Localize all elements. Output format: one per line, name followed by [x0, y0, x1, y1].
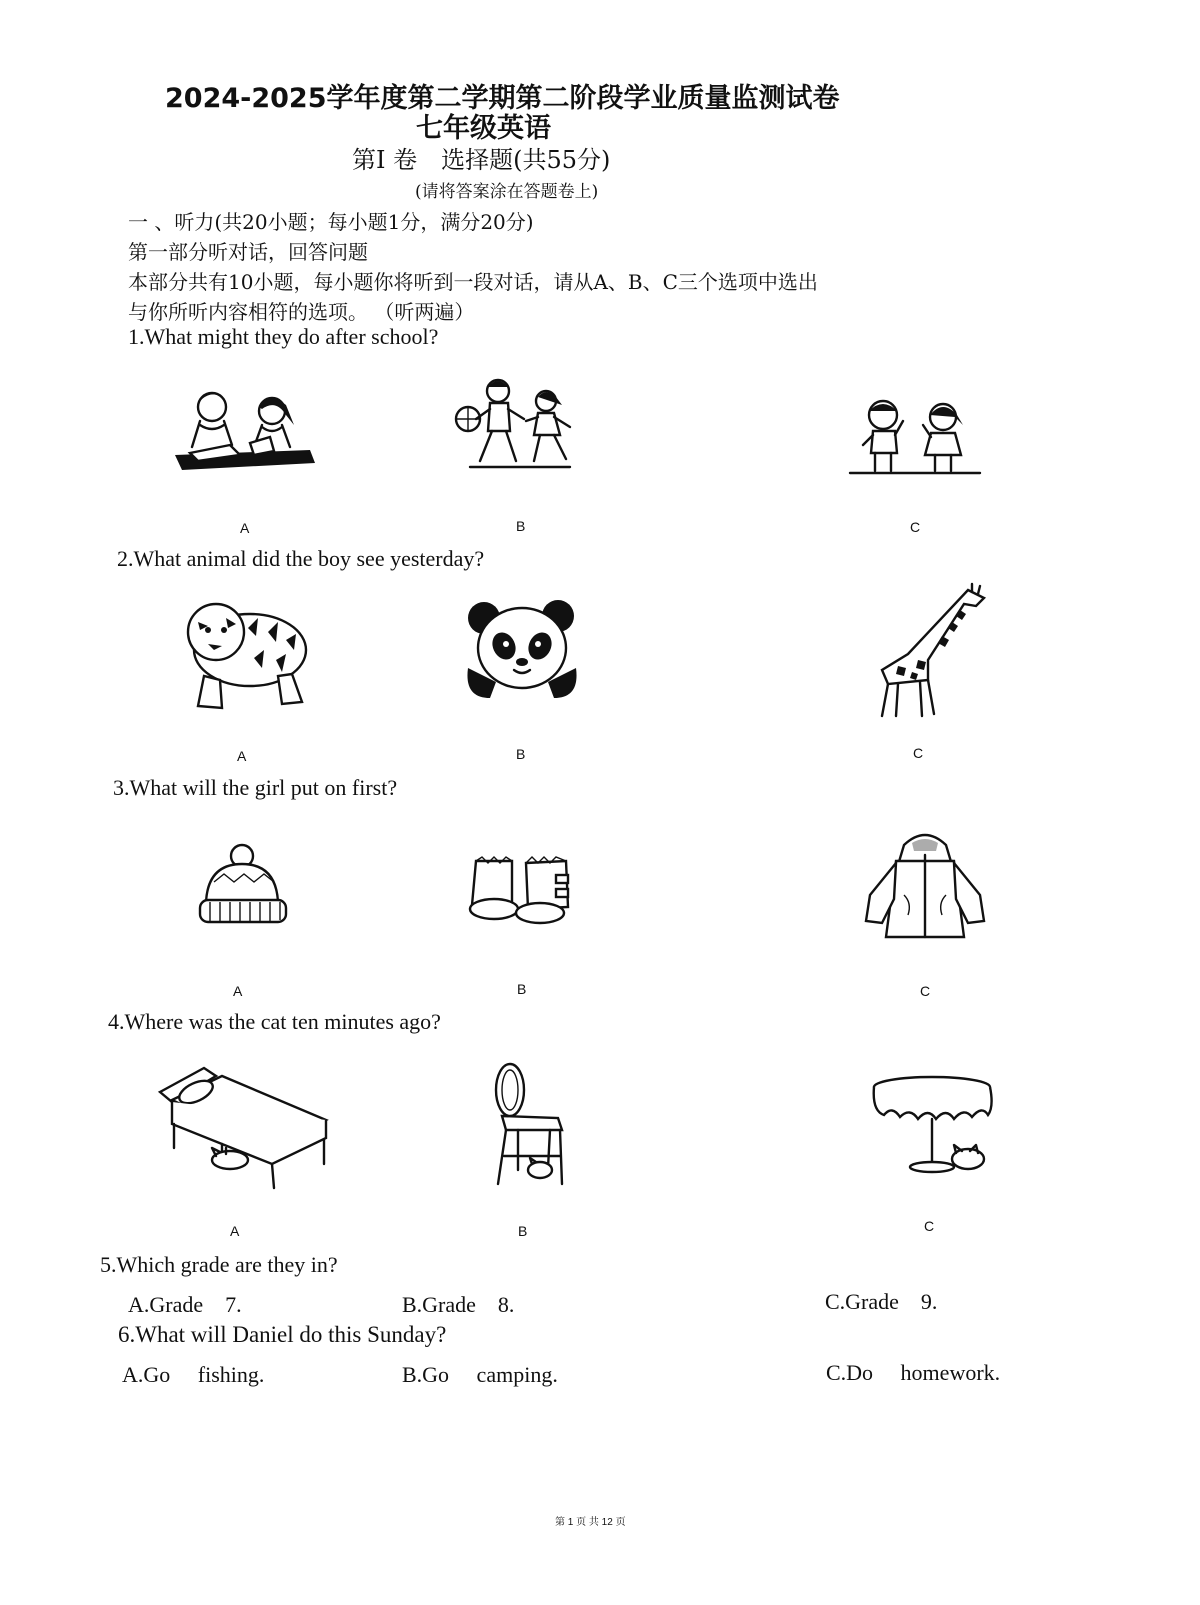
boots-icon[interactable] [468, 855, 578, 925]
question-2: 2.What animal did the boy see yesterday? [117, 546, 485, 571]
instruction-line-2: 与你所听内容相符的选项。 （听两遍） [128, 300, 475, 324]
q6-option-b[interactable]: B.Go camping. [402, 1362, 558, 1387]
knit-hat-icon[interactable] [196, 842, 291, 927]
cat-under-bed-icon[interactable] [152, 1064, 334, 1190]
q3-label-b: B [517, 981, 527, 997]
q2-label-a: A [237, 748, 247, 764]
exam-title: 2024-2025学年度第二学期第二阶段学业质量监测试卷 [165, 83, 840, 114]
part-title: 第一部分听对话，回答问题 [128, 240, 368, 264]
q1-label-b: B [516, 518, 526, 534]
q4-label-b: B [518, 1223, 528, 1239]
q2-label-b: B [516, 746, 526, 762]
q4-label-a: A [230, 1223, 240, 1239]
section-heading: 一 、听力(共20小题；每小题1分，满分20分) [128, 210, 534, 234]
instruction-line-1: 本部分共有10小题，每小题你将听到一段对话，请从A、B、C三个选项中选出 [128, 270, 818, 294]
answer-note: (请将答案涂在答题卷上) [415, 182, 599, 202]
tiger-icon[interactable] [178, 588, 313, 718]
kids-brushing-teeth-icon[interactable] [845, 395, 985, 480]
q3-label-c: C [920, 983, 931, 999]
exam-subject: 七年级英语 [416, 113, 551, 144]
question-1: 1.What might they do after school? [128, 324, 439, 349]
question-4: 4.Where was the cat ten minutes ago? [108, 1009, 441, 1034]
question-6: 6.What will Daniel do this Sunday? [118, 1322, 447, 1347]
q2-label-c: C [913, 745, 924, 761]
page-number: 第 1 页 共 12 页 [555, 1517, 626, 1528]
q6-option-a[interactable]: A.Go fishing. [122, 1362, 265, 1387]
cat-under-table-icon[interactable] [870, 1075, 995, 1175]
two-kids-reading-icon[interactable] [170, 385, 320, 480]
volume-title: 第I 卷 选择题(共55分) [352, 146, 611, 174]
panda-icon[interactable] [462, 598, 582, 703]
q3-label-a: A [233, 983, 243, 999]
q1-label-c: C [910, 519, 921, 535]
question-5: 5.Which grade are they in? [100, 1252, 338, 1277]
giraffe-icon[interactable] [868, 580, 993, 720]
q5-option-b[interactable]: B.Grade 8. [402, 1292, 515, 1317]
q5-option-a[interactable]: A.Grade 7. [128, 1292, 242, 1317]
q6-option-c[interactable]: C.Do homework. [826, 1360, 1001, 1385]
cat-under-chair-icon[interactable] [488, 1060, 568, 1190]
jacket-icon[interactable] [860, 825, 990, 945]
kids-playing-basketball-icon[interactable] [450, 375, 590, 485]
q4-label-c: C [924, 1218, 935, 1234]
q1-label-a: A [240, 520, 250, 536]
question-3: 3.What will the girl put on first? [113, 775, 398, 800]
q5-option-c[interactable]: C.Grade 9. [825, 1289, 938, 1314]
